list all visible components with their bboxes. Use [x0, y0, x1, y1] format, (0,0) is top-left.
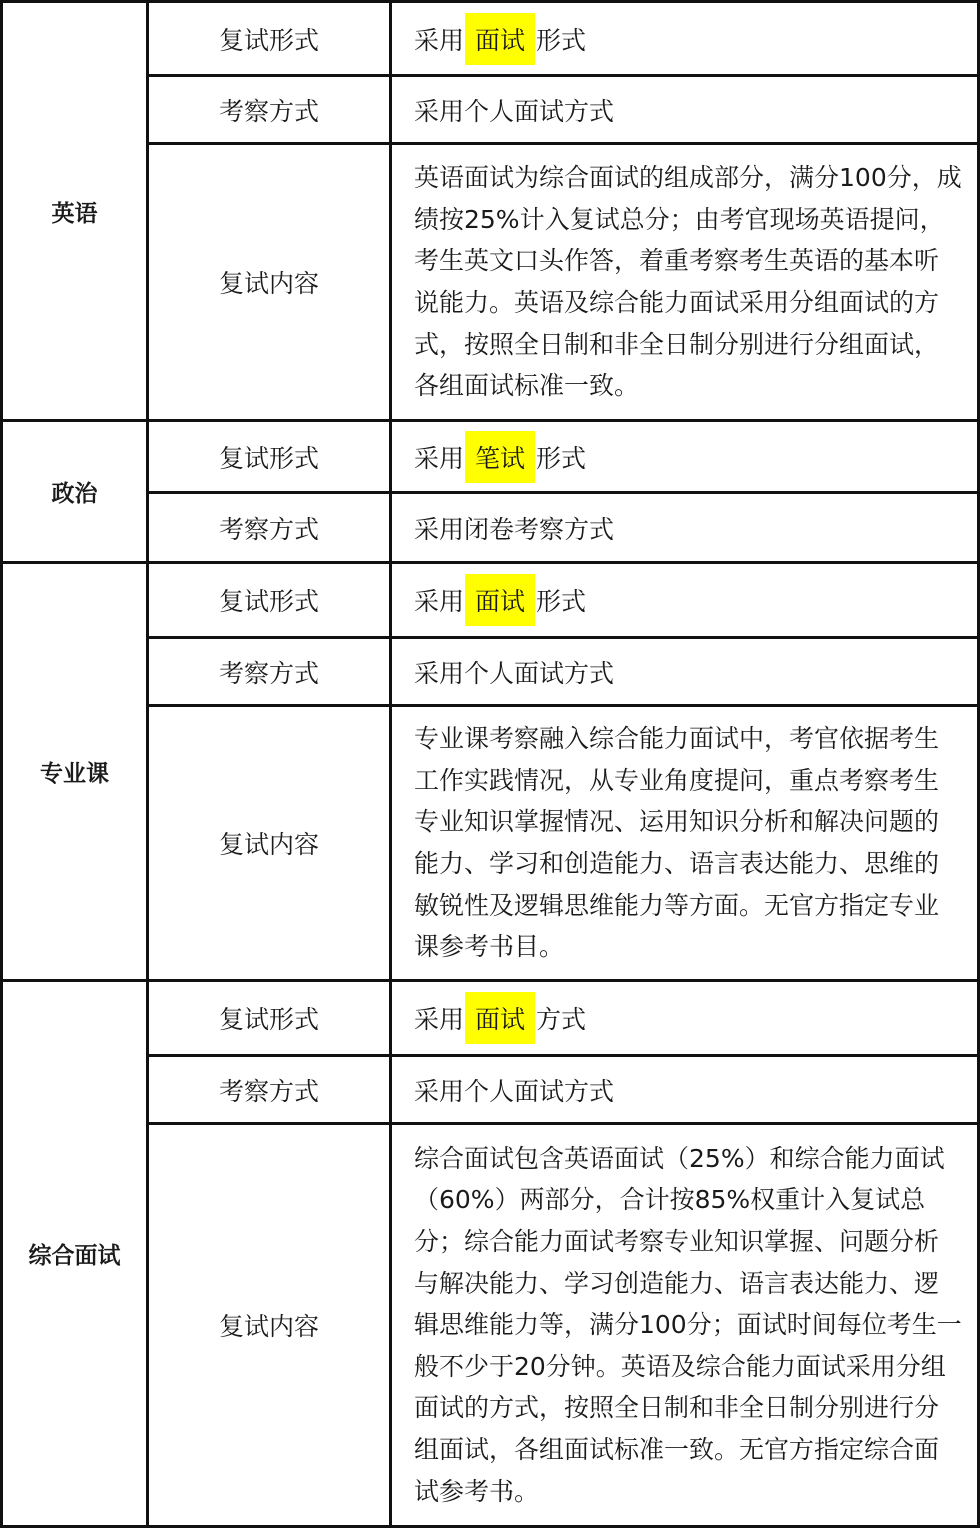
value-prefix: 采用 [414, 443, 465, 473]
row-label: 复试内容 [218, 830, 319, 859]
value-suffix: 方式 [536, 1005, 587, 1034]
row-value: 采用闭卷考察方式 [414, 514, 615, 544]
value-prefix: 采用 [414, 587, 465, 616]
row-value: 专业课考察融入综合能力面试中，考官依据考生工作实践情况，从专业角度提问，重点考察考生专业知识掌握情况、运用知识分析和解决问题的能力、学习和创造能力、语言表达能力、思维的敏锐性及逻辑思维能力等方面。无官方指定专业课参考书目。 [414, 724, 940, 962]
subject-english: 英语 [51, 200, 98, 227]
subject-major: 专业课 [40, 761, 109, 787]
value-prefix: 采用 [414, 25, 465, 55]
row-value: 采用个人面试方式 [414, 96, 615, 126]
row-label: 考察方式 [218, 96, 319, 126]
value-suffix: 形式 [536, 25, 587, 55]
row-label: 复试内容 [218, 269, 319, 298]
row-value: 采用个人面试方式 [414, 1076, 615, 1106]
value-suffix: 形式 [536, 587, 587, 616]
highlight-mark: 面试 [465, 13, 535, 65]
subject-comprehensive-interview: 综合面试 [28, 1243, 121, 1269]
row-label: 复试形式 [218, 443, 319, 473]
highlight-mark: 面试 [465, 574, 535, 626]
row-value [392, 982, 977, 1054]
subject-politics: 政治 [51, 481, 98, 507]
row-value: 英语面试为综合面试的组成部分，满分100分，成绩按25%计入复试总分；由考官现场英语提问，考生英文口头作答，着重考察考生英语的基本听说能力。英语及综合能力面试采用分组面试的方式，按照全日制和非全日制分别进行分组面试，各组面试标准一致。 [414, 163, 962, 401]
row-label: 考察方式 [218, 658, 319, 688]
row-value [392, 3, 977, 74]
row-label: 复试形式 [218, 587, 319, 616]
value-prefix: 采用 [414, 1005, 465, 1034]
row-label: 复试形式 [218, 25, 319, 55]
highlight-mark: 面试 [465, 992, 535, 1044]
row-label: 复试内容 [218, 1312, 319, 1341]
row-label: 复试形式 [218, 1005, 319, 1034]
value-suffix: 形式 [536, 443, 587, 473]
row-value: 综合面试包含英语面试（25%）和综合能力面试（60%）两部分，合计按85%权重计入复试总分；综合能力面试考察专业知识掌握、问题分析与解决能力、学习创造能力、语言表达能力、逻辑思维能力等，满分100分；面试时间每位考生一般不少于20分钟。英语及综合能力面试采用分组面试的方式，按照全日制和非全日制分别进行分组面试，各组面试标准一致。无官方指定综合面试参考书。 [414, 1143, 962, 1506]
row-label: 考察方式 [218, 1076, 319, 1106]
row-value [392, 422, 977, 491]
row-value [392, 564, 977, 636]
highlight-mark: 笔试 [465, 431, 535, 483]
row-label: 考察方式 [218, 514, 319, 544]
row-value: 采用个人面试方式 [414, 658, 615, 688]
